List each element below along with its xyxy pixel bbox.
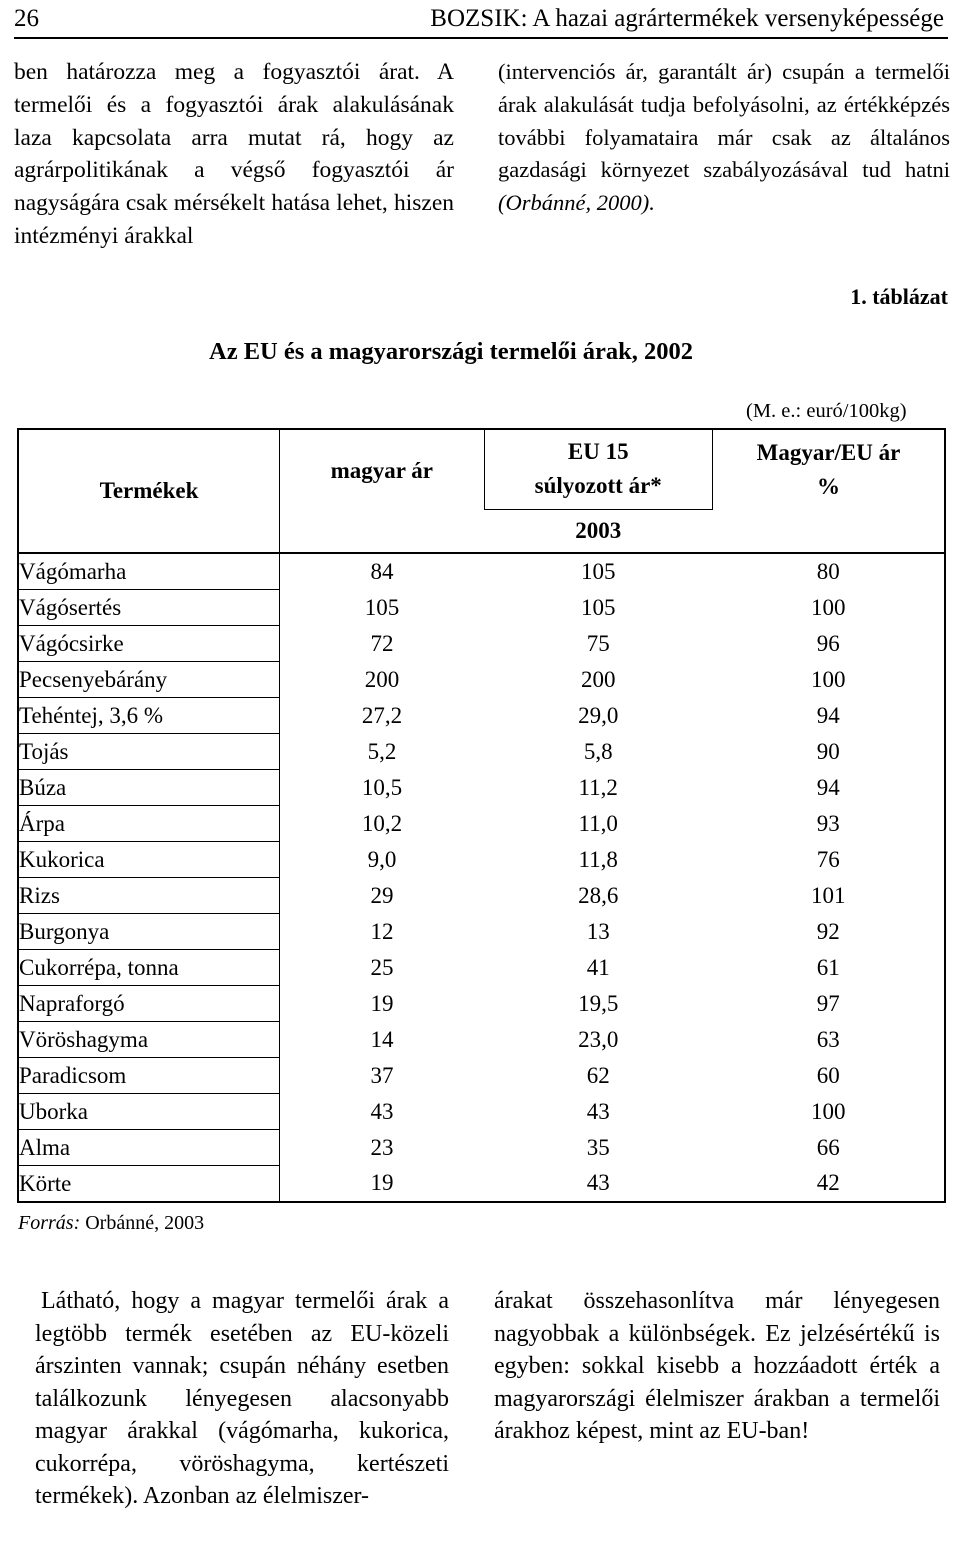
product-cell: Cukorrépa, tonna [18, 950, 280, 986]
product-cell: Pecsenyebárány [18, 662, 280, 698]
table-row [18, 1058, 945, 1094]
table-row [18, 662, 945, 698]
eu-price-cell: 11,0 [578, 810, 618, 836]
hungarian-price-cell: 72 [280, 626, 484, 662]
table-unit: (M. e.: euró/100kg) [746, 400, 907, 422]
hungarian-price-cell: 84 [280, 553, 484, 590]
eu-price-cell: 11,2 [578, 774, 618, 800]
table-row [18, 770, 945, 806]
hungarian-price-cell: 19 [280, 986, 484, 1022]
table-label: 1. táblázat [850, 284, 948, 309]
table-row [18, 806, 945, 842]
hungarian-price-cell: 5,2 [280, 734, 484, 770]
product-cell: Alma [18, 1130, 280, 1166]
eu-price-cell: 43 [586, 1098, 610, 1124]
ratio-cell: 60 [816, 1062, 840, 1088]
ratio-cell: 100 [810, 666, 846, 692]
product-cell: Vágócsirke [18, 626, 280, 662]
eu-price-cell: 29,0 [578, 702, 619, 728]
table-row [18, 842, 945, 878]
product-cell: Tojás [18, 734, 280, 770]
table-row [18, 1166, 945, 1203]
closing-left-paragraph: Látható, hogy a magyar termelői árak a legtöbb termék esetében az EU-közeli árszinten vannak; csupán néhány esetben találkozunk lényegesen alacsonyabb magyar árakkal (vágómarha, kukorica, cukorrépa, vöröshagyma, kertészeti termékek). Azonban az élelmiszer- [35, 1288, 449, 1509]
table-row [18, 553, 945, 590]
intro-right-column [498, 56, 950, 220]
header-eu-price [484, 429, 712, 509]
product-cell: Vágósertés [18, 590, 280, 626]
hungarian-price-cell: 29 [280, 878, 484, 914]
closing-right-paragraph: árakat összehasonlítva már lényegesen nagyobbak a különbségek. Ez jelzésértékű is egyben: sokkal kisebb a hozzáadott érték a magyarországi élelmiszer árakban a termelői árakhoz képest, mint az EU-ban! [494, 1288, 940, 1444]
eu-price-cell: 35 [586, 1134, 610, 1160]
eu-price-cell: 43 [586, 1170, 610, 1196]
hungarian-price-cell: 27,2 [280, 698, 484, 734]
ratio-cell: 92 [816, 918, 840, 944]
hungarian-price-cell: 10,2 [280, 806, 484, 842]
product-cell: Vágómarha [18, 553, 280, 590]
hungarian-price-cell: 19 [280, 1166, 484, 1203]
eu-price-cell: 75 [586, 630, 610, 656]
header-ratio-blank [712, 509, 945, 553]
ratio-cell: 100 [810, 1098, 846, 1124]
ratio-cell: 94 [816, 702, 840, 728]
hungarian-price-cell: 43 [280, 1094, 484, 1130]
product-cell: Kukorica [18, 842, 280, 878]
closing-left-column [35, 1285, 449, 1513]
product-cell: Burgonya [18, 914, 280, 950]
eu-price-cell: 105 [580, 594, 616, 620]
hungarian-price-cell: 23 [280, 1130, 484, 1166]
eu-price-cell: 13 [586, 918, 610, 944]
header-hungarian-price: magyar ár [280, 429, 484, 553]
table-row [18, 1094, 945, 1130]
product-cell: Búza [18, 770, 280, 806]
ratio-cell: 94 [816, 774, 840, 800]
header-products: Termékek [18, 429, 280, 553]
ratio-cell: 61 [816, 954, 840, 980]
ratio-cell: 96 [816, 630, 840, 656]
header-eu-price-line1: EU 15 [567, 439, 629, 465]
running-header [14, 4, 948, 40]
header-ratio [712, 429, 945, 509]
product-cell: Uborka [18, 1094, 280, 1130]
product-cell: Napraforgó [18, 986, 280, 1022]
table-row [18, 950, 945, 986]
intro-left-paragraph: ben határozza meg a fogyasztói árat. A termelői és a fogyasztói árak alakulásának laza kapcsolata arra mutat rá, hogy az agrárpolitikának a végső fogyasztói ár nagyságára csak mérsékelt hatása lehet, hiszen intézményi árakkal [14, 59, 454, 249]
ratio-cell: 93 [816, 810, 840, 836]
source-label: Forrás: [18, 1212, 81, 1234]
eu-price-cell: 19,5 [578, 990, 619, 1016]
header-ratio-line1: Magyar/EU ár [756, 439, 901, 465]
ratio-cell: 101 [810, 882, 846, 908]
page-number: 26 [14, 5, 39, 32]
product-cell: Vöröshagyma [18, 1022, 280, 1058]
header-eu-year: 2003 [484, 509, 712, 553]
header-eu-price-line2: súlyozott ár* [534, 473, 662, 499]
header-ratio-line2: % [816, 473, 840, 499]
table-row [18, 878, 945, 914]
hungarian-price-cell: 200 [280, 662, 484, 698]
product-cell: Árpa [18, 806, 280, 842]
table-row [18, 590, 945, 626]
header-rule [14, 37, 948, 39]
source-text: Orbánné, 2003 [85, 1212, 205, 1234]
hungarian-price-cell: 12 [280, 914, 484, 950]
eu-price-cell: 28,6 [578, 882, 619, 908]
product-cell: Rizs [18, 878, 280, 914]
ratio-cell: 66 [816, 1134, 840, 1160]
eu-price-cell: 62 [586, 1062, 610, 1088]
ratio-cell: 80 [816, 558, 840, 584]
ratio-cell: 100 [810, 594, 846, 620]
intro-citation: (Orbánné, 2000). [498, 190, 655, 216]
table-source [18, 1212, 204, 1235]
table-row [18, 626, 945, 662]
eu-price-cell: 23,0 [578, 1026, 619, 1052]
table-row [18, 986, 945, 1022]
hungarian-price-cell: 9,0 [280, 842, 484, 878]
intro-right-text: (intervenciós ár, garantált ár) csupán a termelői árak alakulását tudja befolyásolni, az értékképzés további folyamataira már csak az általános gazdasági környezet szabályozásával tud hatni [498, 59, 950, 183]
ratio-cell: 97 [816, 990, 840, 1016]
table-body [18, 553, 945, 1202]
table-row [18, 1130, 945, 1166]
price-table [17, 428, 946, 1203]
intro-left-column [14, 56, 454, 253]
table-row [18, 1022, 945, 1058]
eu-price-cell: 5,8 [583, 738, 613, 764]
hungarian-price-cell: 105 [280, 590, 484, 626]
hungarian-price-cell: 25 [280, 950, 484, 986]
eu-price-cell: 105 [580, 558, 616, 584]
hungarian-price-cell: 14 [280, 1022, 484, 1058]
hungarian-price-cell: 37 [280, 1058, 484, 1094]
product-cell: Paradicsom [18, 1058, 280, 1094]
eu-price-cell: 41 [586, 954, 610, 980]
table-row [18, 698, 945, 734]
table-row [18, 734, 945, 770]
table-title: Az EU és a magyarországi termelői árak, 2002 [209, 338, 693, 365]
ratio-cell: 90 [816, 738, 840, 764]
eu-price-cell: 200 [580, 666, 616, 692]
product-cell: Tehéntej, 3,6 % [18, 698, 280, 734]
ratio-cell: 42 [816, 1170, 840, 1196]
product-cell: Körte [18, 1166, 280, 1203]
hungarian-price-cell: 10,5 [280, 770, 484, 806]
table-row [18, 914, 945, 950]
running-title: BOZSIK: A hazai agrártermékek versenyképessége [430, 5, 944, 32]
eu-price-cell: 11,8 [578, 846, 618, 872]
intro-right-paragraph [498, 56, 950, 220]
closing-right-column [494, 1285, 940, 1448]
ratio-cell: 76 [816, 846, 840, 872]
ratio-cell: 63 [816, 1026, 840, 1052]
